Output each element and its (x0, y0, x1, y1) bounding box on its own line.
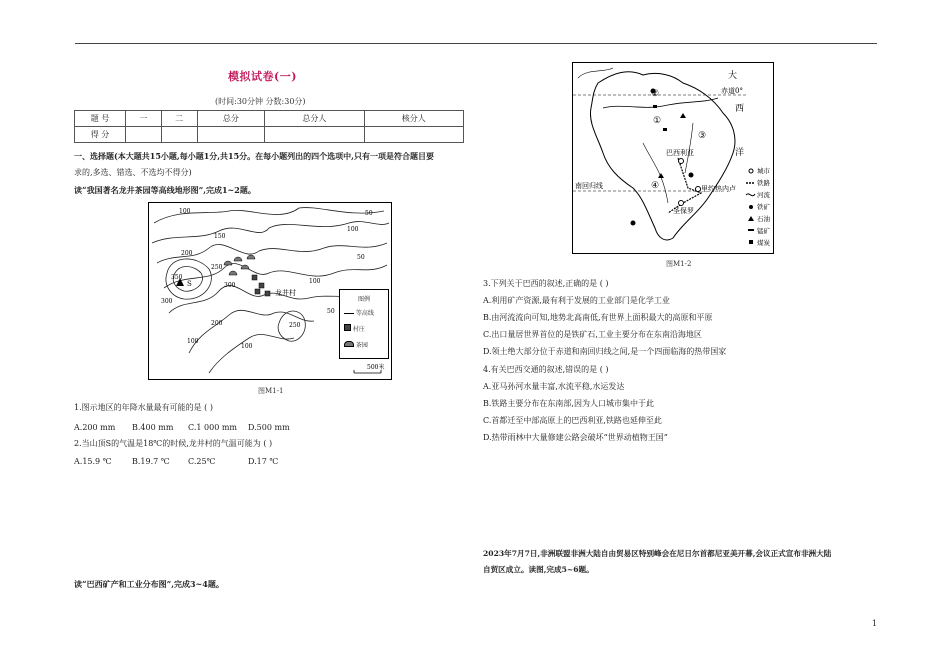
coal-icon (653, 105, 657, 108)
contour-label: 100 (179, 208, 191, 215)
coal-icon (749, 240, 753, 244)
contour-label: 50 (365, 210, 373, 217)
table-cell (265, 127, 364, 143)
city-icon (749, 169, 753, 173)
brazil-outline (590, 72, 735, 240)
river-icon (746, 194, 755, 196)
table-row (75, 111, 464, 127)
table-cell (364, 127, 463, 143)
q2-option-d: D.17 ℃ (248, 457, 279, 466)
coal-icon (663, 128, 667, 131)
table-cell: 得 分 (75, 127, 126, 143)
region-number: ① (653, 116, 662, 126)
scale-label: 500米 (367, 364, 385, 371)
tropic-label: 南回归线 (575, 182, 603, 190)
contour-label: 100 (187, 338, 199, 345)
ocean-label: 大 (728, 71, 738, 81)
contour-label: 300 (224, 282, 236, 289)
contour-label: 250 (211, 264, 223, 271)
q4-option-a: A.亚马孙河水量丰富,水流平稳,水运发达 (483, 382, 625, 391)
tea-garden-icon (224, 261, 232, 265)
table-row (75, 127, 464, 143)
q2-stem: 2.当山顶S的气温是18℃的时候,龙井村的气温可能为 ( ) (74, 439, 273, 448)
q3-option-a: A.利用矿产资源,最有利于发展的工业部门是化学工业 (483, 296, 670, 305)
manganese-icon (748, 229, 754, 231)
legend-tea (344, 340, 388, 349)
village-name: 龙井村 (275, 289, 296, 297)
legend-contour (344, 308, 388, 317)
village-icon (265, 291, 270, 296)
news-line1: 2023年7月7日,非洲联盟非洲大陆自由贸易区特别峰会在尼日尔首都尼亚美开幕,会议正式宣布非洲大陆 (483, 549, 832, 558)
table-cell: 题 号 (75, 111, 126, 127)
q3-option-d: D.领土绝大部分位于赤道和南回归线之间,是一个四面临海的热带国家 (483, 347, 727, 356)
q4-option-b: B.铁路主要分布在东南部,因为人口城市集中于此 (483, 399, 654, 408)
page-number: 1 (871, 619, 877, 628)
q4-option-d: D.热带雨林中大量修建公路会破坏“世界动植物王国” (483, 433, 668, 442)
equator-label: 赤道0° (721, 87, 743, 95)
fig2-prompt: 读“巴西矿产和工业分布图”,完成3~4题。 (74, 579, 224, 589)
score-table (74, 110, 464, 143)
ocean-label: 洋 (735, 148, 745, 158)
peak-label: S (187, 280, 192, 288)
q2-option-a: A.15.9 ℃ (74, 457, 112, 466)
contour-label: 150 (214, 233, 226, 240)
legend-city: 城市 (757, 167, 770, 175)
table-cell: 二 (161, 111, 197, 127)
q1-option-d: D.500 mm (248, 423, 290, 432)
legend-manganese: 锰矿 (757, 227, 770, 235)
table-cell: 总分 (197, 111, 265, 127)
table-cell: 一 (126, 111, 162, 127)
contour-label: 50 (327, 308, 335, 315)
legend-coal: 煤炭 (757, 239, 770, 247)
contour-label: 250 (289, 322, 301, 329)
city-label: 圣保罗 (673, 207, 694, 215)
q1-option-b: B.400 mm (132, 423, 174, 432)
tea-garden-icon (234, 257, 242, 261)
village-markers (252, 275, 270, 296)
q3-option-c: C.出口量居世界首位的是铁矿石,工业主要分布在东南沿海地区 (483, 330, 702, 339)
village-icon (259, 283, 264, 288)
contour-label: 100 (309, 278, 321, 285)
contour-line-icon (344, 313, 354, 314)
q3-stem: 3.下列关于巴西的叙述,正确的是 ( ) (483, 279, 609, 288)
brazil-map (572, 62, 774, 254)
legend-contour-label: 等高线 (355, 310, 374, 317)
section-intro (74, 148, 470, 181)
village-icon (252, 275, 257, 280)
region-number: ③ (698, 131, 707, 141)
table-cell: 总分人 (265, 111, 364, 127)
q2-option-b: B.19.7 ℃ (132, 457, 170, 466)
legend-title: 图例 (357, 296, 370, 303)
table-cell (197, 127, 265, 143)
contour-map (148, 202, 392, 380)
village-icon (344, 324, 351, 331)
fig2-caption: 图M1-2 (666, 260, 692, 268)
city-icon (696, 187, 701, 192)
q1-stem: 1.图示地区的年降水量最有可能的是 ( ) (74, 403, 213, 412)
legend-village (344, 324, 388, 333)
exam-time-score: (时间:30分钟 分数:30分) (215, 97, 306, 106)
city-label: 里约热内卢 (701, 185, 736, 193)
page-title: 模拟试卷(一) (228, 70, 297, 83)
city-label: 巴西利亚 (666, 149, 694, 157)
legend-village-label: 村庄 (352, 326, 365, 333)
legend-rail: 铁路 (757, 179, 770, 187)
ocean-label: 西 (735, 104, 745, 114)
q3-option-b: B.由河流流向可知,地势北高南低,有世界上面积最大的高原和平原 (483, 313, 713, 322)
q4-option-c: C.首都迁至中部高原上的巴西利亚,铁路也延伸至此 (483, 416, 662, 425)
q1-option-a: A.200 mm (74, 423, 116, 432)
contour-label: 100 (241, 343, 253, 350)
q4-stem: 4.有关巴西交通的叙述,错误的是 ( ) (483, 365, 609, 374)
legend-river: 河流 (757, 191, 770, 199)
section-intro-line1: 一、选择题(本大题共15小题,每小题1分,共15分。在每小题列出的四个选项中,只有一项是符合题目要 (74, 151, 434, 161)
city-icon (679, 201, 684, 206)
tea-garden-icon (247, 255, 255, 259)
news-line2: 自贸区成立。读图,完成5~6题。 (483, 565, 594, 574)
legend-iron: 铁矿 (757, 203, 770, 211)
table-cell: 核分人 (364, 111, 463, 127)
city-icon (679, 159, 684, 164)
contour-label: 300 (161, 298, 173, 305)
table-cell (161, 127, 197, 143)
section-intro-line2: 求的,多选、错选、不选均不得分) (74, 168, 192, 177)
contour-label: 100 (347, 226, 359, 233)
contour-label: 200 (211, 320, 223, 327)
iron-icon (689, 173, 694, 178)
q2-option-c: C.25℃ (188, 457, 216, 466)
top-rule (75, 43, 877, 44)
contour-label: 350 (171, 274, 183, 281)
table-cell (126, 127, 162, 143)
q1-option-c: C.1 000 mm (188, 423, 237, 432)
contour-label: 50 (357, 254, 365, 261)
iron-icon (749, 205, 753, 209)
legend-tea-label: 茶园 (355, 342, 368, 349)
brazil-map-drawing (573, 63, 773, 253)
fig1-caption: 图M1-1 (258, 387, 284, 395)
village-icon (255, 289, 260, 294)
region-number: ④ (651, 181, 660, 191)
tea-garden-icon (229, 271, 237, 275)
brazil-map-legend (746, 166, 771, 247)
oil-icon (748, 216, 754, 221)
iron-icon (631, 221, 636, 226)
news-intro (483, 546, 878, 578)
country-border (578, 68, 613, 78)
legend-oil: 石油 (757, 215, 770, 223)
tea-garden-icon (344, 341, 354, 347)
fig1-prompt: 读“我国著名龙井茶园等高线地形图”,完成1~2题。 (74, 185, 256, 195)
region-number: ② (651, 89, 660, 99)
contour-map-legend (339, 289, 389, 359)
contour-label: 200 (181, 250, 193, 257)
